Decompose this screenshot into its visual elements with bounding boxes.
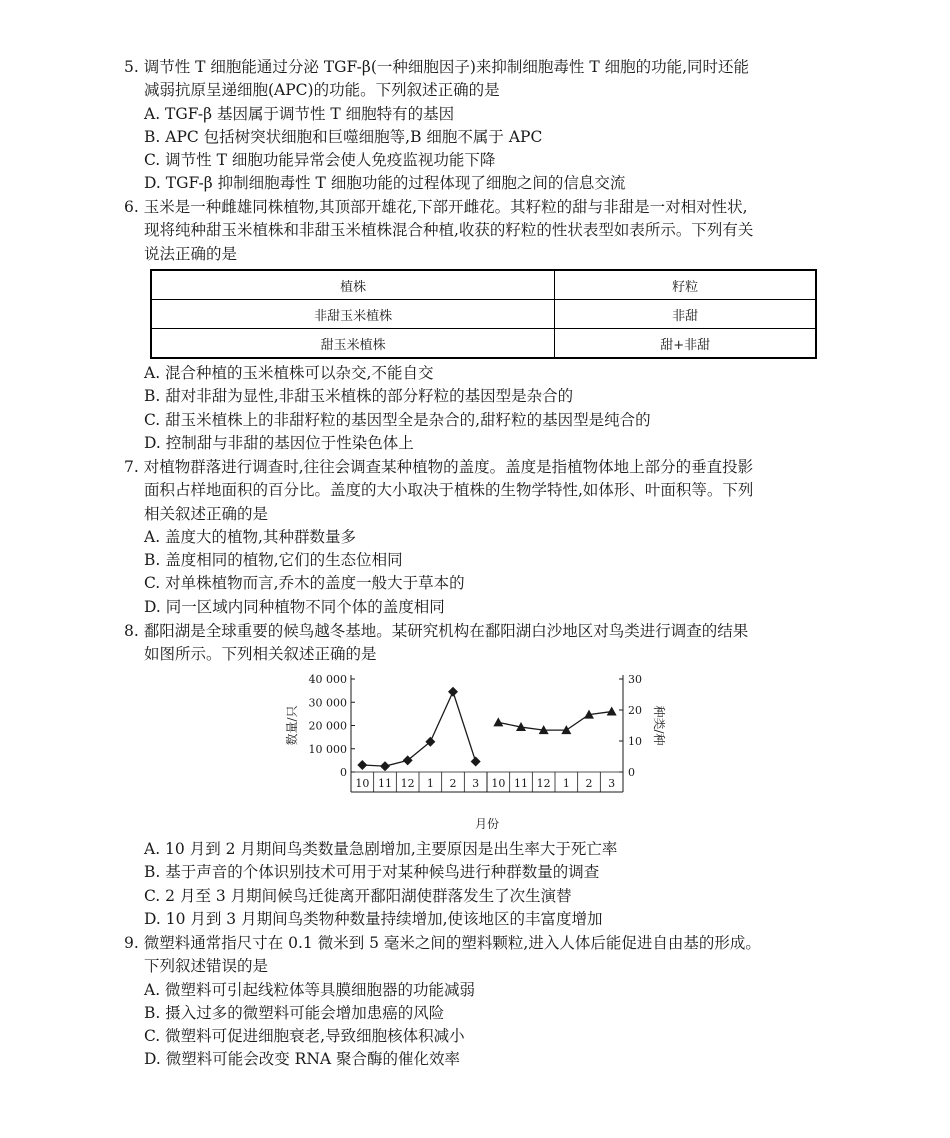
right-tick-label: 30 — [628, 673, 642, 686]
question-9-option-c: C. 微塑料可促进细胞衰老,导致细胞核体积减小 — [144, 1027, 465, 1046]
left-y-axis-title: 数量/只 — [285, 705, 299, 746]
table-header-row — [151, 270, 816, 300]
question-6-stem-line-1: 6. 玉米是一种雌雄同株植物,其顶部开雄花,下部开雌花。其籽粒的甜与非甜是一对相对性状, — [124, 198, 748, 216]
x-axis-title: 月份 — [474, 817, 500, 831]
count-point — [380, 761, 390, 771]
x-tick-label: 1 — [562, 777, 570, 790]
question-9-stem-line-1: 9. 微塑料通常指尺寸在 0.1 微米到 5 毫米之间的塑料颗粒,进入人体后能促进自由基的形成。 — [124, 934, 761, 952]
count-point — [448, 687, 458, 697]
table-header-seed: 籽粒 — [555, 270, 816, 300]
species-point — [607, 707, 617, 716]
question-7-stem-line-3: 相关叙述正确的是 — [144, 504, 269, 523]
question-6-stem-line-2: 现将纯种甜玉米植株和非甜玉米植株混合种植,收获的籽粒的性状表型如表所示。下列有关 — [144, 221, 754, 240]
x-tick-label: 2 — [449, 777, 457, 790]
count-point — [357, 760, 367, 770]
x-tick-label: 11 — [514, 777, 528, 790]
table-header-plant: 植株 — [151, 270, 555, 300]
table-cell: 非甜玉米植株 — [151, 300, 555, 329]
table-row — [151, 300, 816, 329]
question-6-option-b: B. 甜对非甜为显性,非甜玉米植株的部分籽粒的基因型是杂合的 — [144, 387, 574, 406]
question-5-option-c: C. 调节性 T 细胞功能异常会使人免疫监视功能下降 — [144, 151, 496, 170]
left-tick-label: 20 000 — [308, 719, 347, 733]
question-8-stem-line-1: 8. 鄱阳湖是全球重要的候鸟越冬基地。某研究机构在鄱阳湖白沙地区对鸟类进行调查的结果 — [124, 622, 749, 640]
x-tick-label: 2 — [585, 777, 593, 790]
question-6 — [124, 196, 844, 266]
right-tick-label: 10 — [628, 735, 642, 748]
question-7 — [124, 456, 844, 619]
trait-table — [150, 269, 817, 359]
right-tick-label: 0 — [628, 766, 635, 779]
question-5 — [124, 56, 844, 196]
table-cell: 甜玉米植株 — [151, 329, 555, 359]
question-6-option-d: D. 控制甜与非甜的基因位于性染色体上 — [144, 433, 414, 452]
left-tick-label: 10 000 — [308, 742, 347, 756]
question-7-stem-line-2: 面积占样地面积的百分比。盖度的大小取决于植株的生物学特性,如体形、叶面积等。下列 — [144, 481, 754, 500]
question-5-stem-line-1: 5. 调节性 T 细胞能通过分泌 TGF-β(一种细胞因子)来抑制细胞毒性 T 细胞的功能,同时还能 — [124, 58, 750, 76]
question-8-option-b: B. 基于声音的个体识别技术可用于对某种候鸟进行种群数量的调查 — [144, 863, 600, 882]
table-row — [151, 329, 816, 359]
bird-survey-chart — [283, 670, 666, 840]
right-y-axis-title: 种类/种 — [652, 705, 666, 746]
x-tick-label: 12 — [536, 777, 551, 790]
series-line-species — [498, 712, 611, 731]
question-9-option-a: A. 微塑料可引起线粒体等具膜细胞器的功能减弱 — [144, 980, 476, 999]
question-6-options — [124, 362, 844, 455]
question-5-option-d: D. TGF-β 抑制细胞毒性 T 细胞功能的过程体现了细胞之间的信息交流 — [144, 174, 626, 193]
x-tick-label: 1 — [426, 777, 434, 790]
x-tick-label: 10 — [491, 777, 506, 790]
question-9-option-b: B. 摄入过多的微塑料可能会增加患癌的风险 — [144, 1003, 445, 1022]
question-9 — [124, 932, 844, 1072]
question-7-option-c: C. 对单株植物而言,乔木的盖度一般大于草本的 — [144, 574, 465, 593]
question-8-option-c: C. 2 月至 3 月期间候鸟迁徙离开鄱阳湖使群落发生了次生演替 — [144, 886, 572, 905]
table-cell: 非甜 — [555, 300, 816, 329]
right-tick-label: 20 — [628, 704, 642, 717]
question-9-option-d: D. 微塑料可能会改变 RNA 聚合酶的催化效率 — [144, 1050, 461, 1069]
left-tick-label: 0 — [340, 766, 347, 779]
question-8-option-a: A. 10 月到 2 月期间鸟类数量急剧增加,主要原因是出生率大于死亡率 — [144, 840, 618, 858]
question-7-option-d: D. 同一区域内同种植物不同个体的盖度相同 — [144, 597, 445, 616]
x-tick-label: 12 — [400, 777, 415, 790]
x-tick-label: 3 — [472, 777, 480, 790]
question-7-stem-line-1: 7. 对植物群落进行调查时,往往会调查某种植物的盖度。盖度是指植物体地上部分的垂直投影 — [124, 458, 754, 476]
question-5-option-b: B. APC 包括树突状细胞和巨噬细胞等,B 细胞不属于 APC — [144, 127, 543, 146]
question-7-option-b: B. 盖度相同的植物,它们的生态位相同 — [144, 551, 403, 570]
question-9-stem-line-2: 下列叙述错误的是 — [144, 957, 269, 976]
count-point — [471, 757, 481, 767]
left-tick-label: 30 000 — [308, 696, 347, 710]
table-cell: 甜+非甜 — [555, 329, 816, 359]
x-tick-label: 3 — [608, 777, 616, 790]
species-point — [493, 717, 503, 726]
question-6-stem-line-3: 说法正确的是 — [144, 244, 238, 263]
question-6-option-c: C. 甜玉米植株上的非甜籽粒的基因型全是杂合的,甜籽粒的基因型是纯合的 — [144, 410, 651, 429]
series-line-count — [362, 692, 475, 766]
question-7-option-a: A. 盖度大的植物,其种群数量多 — [144, 527, 356, 546]
chart-svg — [283, 670, 666, 840]
question-8 — [124, 620, 844, 667]
question-6-option-a: A. 混合种植的玉米植株可以杂交,不能自交 — [144, 364, 434, 382]
question-5-stem-line-2: 减弱抗原呈递细胞(APC)的功能。下列叙述正确的是 — [144, 81, 500, 100]
question-8-options — [124, 838, 844, 931]
x-tick-label: 11 — [378, 777, 392, 790]
left-tick-label: 40 000 — [308, 673, 347, 686]
question-8-option-d: D. 10 月到 3 月期间鸟类物种数量持续增加,使该地区的丰富度增加 — [144, 909, 603, 928]
x-tick-label: 10 — [355, 777, 370, 790]
question-5-option-a: A. TGF-β 基因属于调节性 T 细胞特有的基因 — [144, 104, 455, 123]
question-8-stem-line-2: 如图所示。下列相关叙述正确的是 — [144, 645, 377, 664]
